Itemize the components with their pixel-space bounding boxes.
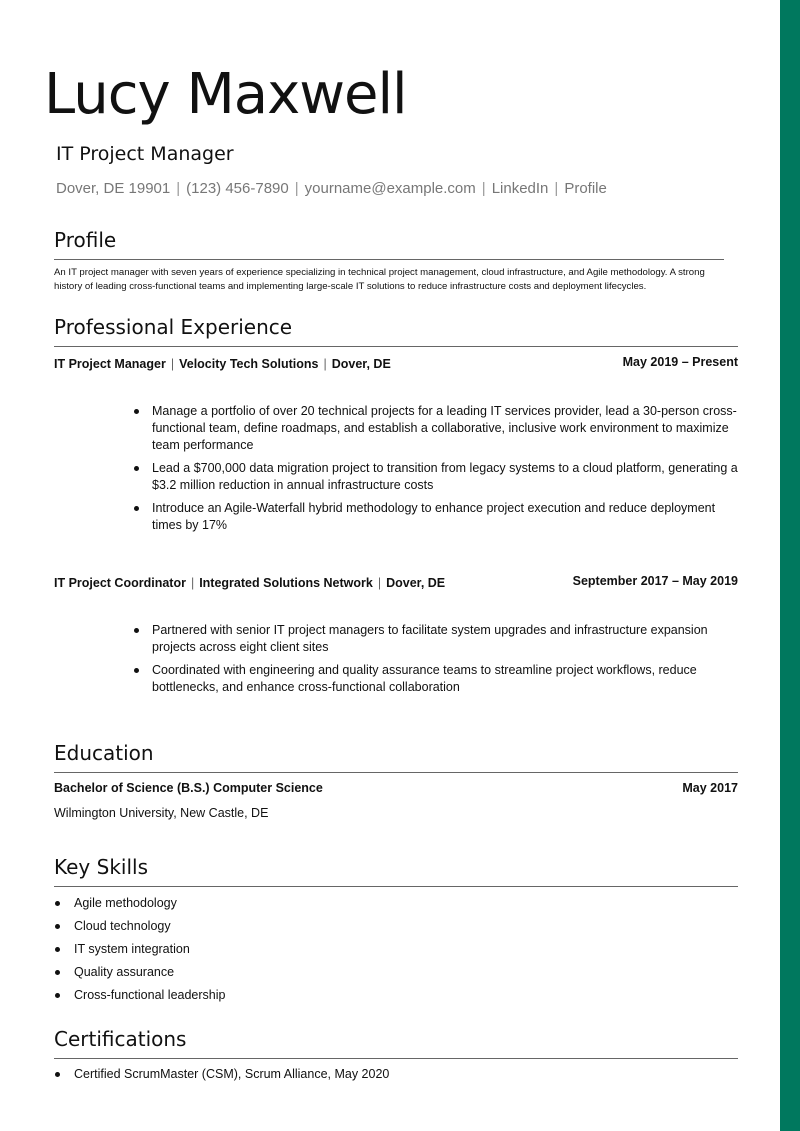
- job-bullet: Introduce an Agile-Waterfall hybrid methodology to enhance project execution and reduce deployment times by 17%: [152, 500, 740, 534]
- candidate-title: IT Project Manager: [56, 143, 234, 165]
- contact-separator: |: [294, 180, 299, 197]
- job-company: Integrated Solutions Network: [199, 576, 373, 590]
- experience-heading: Professional Experience: [54, 315, 738, 347]
- job-separator: |: [377, 576, 382, 590]
- skill-item: Quality assurance: [54, 964, 738, 981]
- job-role: IT Project Coordinator: [54, 576, 186, 590]
- job-bullet-list: [152, 403, 740, 534]
- job-bullet: Manage a portfolio of over 20 technical projects for a leading IT services provider, lead a 30-person cross-functional team, define roadmaps, and establish a collaborative, inclusive work environment to maximize team performance: [152, 403, 740, 454]
- job-title-line: [54, 357, 391, 371]
- skill-item: IT system integration: [54, 941, 738, 958]
- education-degree: Bachelor of Science (B.S.) Computer Science: [54, 781, 323, 795]
- contact-email[interactable]: yourname@example.com: [304, 180, 476, 197]
- job-title-line: [54, 576, 445, 590]
- skills-heading: Key Skills: [54, 855, 738, 887]
- job-entry: [54, 357, 738, 534]
- education-entry: [54, 781, 738, 799]
- education-date: May 2017: [682, 781, 738, 795]
- job-bullet: Partnered with senior IT project managers to facilitate system upgrades and infrastructure expansion projects across eight client sites: [152, 622, 740, 656]
- job-location: Dover, DE: [386, 576, 446, 590]
- job-header: [54, 576, 738, 594]
- job-dates: September 2017 – May 2019: [572, 574, 738, 588]
- job-location: Dover, DE: [331, 357, 391, 371]
- contact-separator: |: [554, 180, 559, 197]
- profile-section: [54, 228, 724, 294]
- candidate-name: Lucy Maxwell: [44, 62, 407, 127]
- contact-phone: (123) 456-7890: [186, 180, 289, 197]
- skill-item: Cross-functional leadership: [54, 987, 738, 1004]
- skill-item: Agile methodology: [54, 895, 738, 912]
- certifications-heading: Certifications: [54, 1027, 738, 1059]
- skill-item: Cloud technology: [54, 918, 738, 935]
- education-section: [54, 741, 738, 820]
- job-company: Velocity Tech Solutions: [179, 357, 319, 371]
- contact-separator: |: [176, 180, 181, 197]
- job-bullet: Lead a $700,000 data migration project to transition from legacy systems to a cloud platform, generating a $3.2 million reduction in annual infrastructure costs: [152, 460, 740, 494]
- experience-section: [54, 315, 738, 702]
- accent-sidebar: [780, 0, 800, 1131]
- contact-linkedin-link[interactable]: LinkedIn: [491, 180, 549, 197]
- job-header: [54, 357, 738, 375]
- job-separator: |: [190, 576, 195, 590]
- job-entry: [54, 576, 738, 696]
- job-bullet-list: [152, 622, 740, 696]
- education-heading: Education: [54, 741, 738, 773]
- certifications-section: [54, 1027, 738, 1089]
- profile-heading: Profile: [54, 228, 724, 260]
- job-separator: |: [323, 357, 327, 371]
- education-school: Wilmington University, New Castle, DE: [54, 806, 269, 820]
- contact-separator: |: [481, 180, 486, 197]
- contact-location: Dover, DE 19901: [56, 180, 171, 197]
- contact-line: [56, 180, 607, 197]
- job-role: IT Project Manager: [54, 357, 166, 371]
- skills-section: [54, 855, 738, 1010]
- job-separator: |: [170, 357, 175, 371]
- contact-profile-link[interactable]: Profile: [564, 180, 607, 197]
- certification-item: Certified ScrumMaster (CSM), Scrum Alliance, May 2020: [54, 1066, 738, 1083]
- job-dates: May 2019 – Present: [622, 355, 738, 369]
- skills-list: [54, 895, 738, 1004]
- job-bullet: Coordinated with engineering and quality assurance teams to streamline project workflows, reduce bottlenecks, and enhance cross-functional collaboration: [152, 662, 740, 696]
- certifications-list: [54, 1066, 738, 1083]
- profile-summary: An IT project manager with seven years of experience specializing in technical project management, cloud infrastructure, and Agile methodology. A strong history of leading cross-functional teams and implementing large-scale IT solutions to reduce infrastructure costs and deployment lifecycles.: [54, 267, 705, 292]
